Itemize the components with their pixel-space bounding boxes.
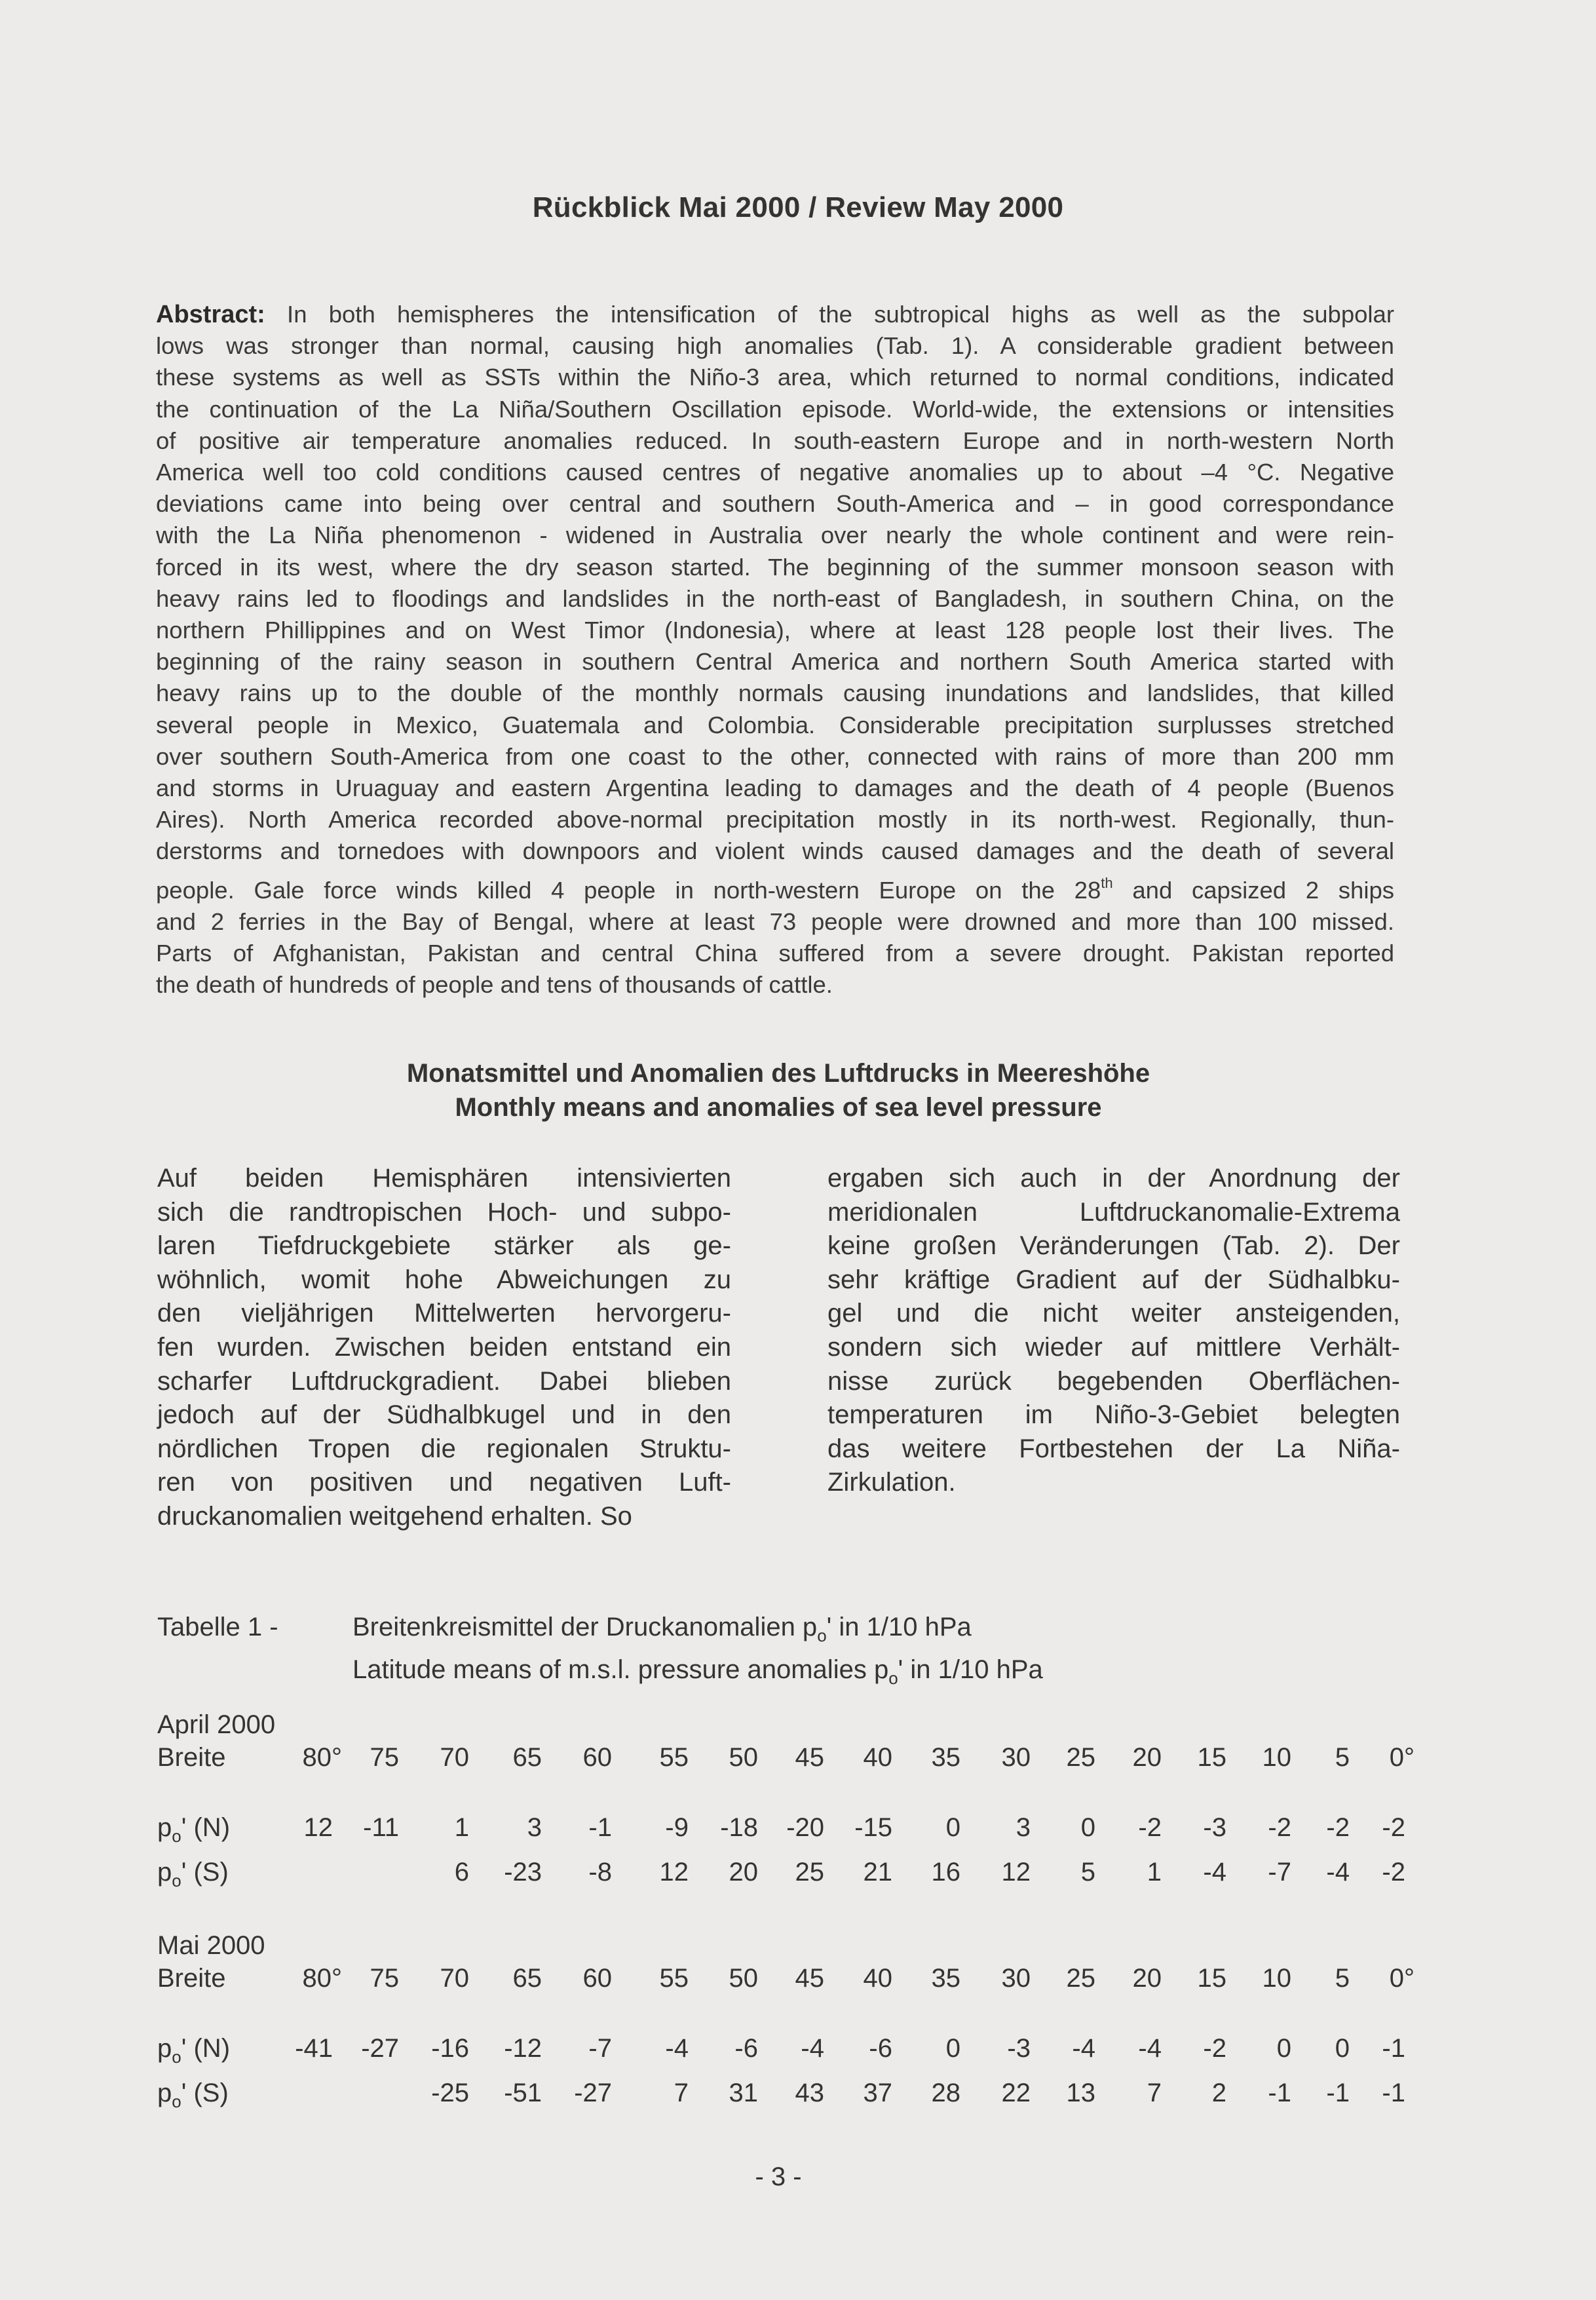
p-symbol: p <box>157 2079 172 2107</box>
abstract-line <box>156 299 1394 330</box>
abstract-line-text: deviations came into being over central and southern South-America and – in good correspondance <box>156 490 1394 518</box>
latitude-header: 70 <box>440 1964 469 1993</box>
body-line: scharfer Luftdruckgradient. Dabei blieben <box>157 1366 731 1396</box>
table-cell: -11 <box>363 1813 399 1842</box>
body-line: Zirkulation. <box>827 1468 956 1497</box>
table-cell: 31 <box>729 2079 758 2107</box>
table-cell: -2 <box>1138 1813 1162 1842</box>
abstract-line <box>156 362 1394 393</box>
table-caption-de <box>352 1610 1043 1653</box>
abstract-line <box>156 804 1394 835</box>
abstract-line-text: and 2 ferries in the Bay of Bengal, where at least 73 people were drowned and more than 100 missed. <box>156 908 1394 935</box>
latitude-header: 50 <box>729 1964 758 1993</box>
table-cell: 12 <box>659 1858 689 1887</box>
table-caption-label: Tabelle 1 - <box>157 1613 278 1641</box>
section-heading-en: Monthly means and anomalies of sea level pressure <box>455 1093 1102 1122</box>
latitude-header: 20 <box>1132 1743 1162 1772</box>
abstract-line-text: northern Phillippines and on West Timor (Indonesia), where at least 128 people lost their lives. The <box>156 617 1394 644</box>
table-cell: 12 <box>1001 1858 1031 1887</box>
table-cell: 7 <box>1147 2079 1162 2107</box>
abstract-line <box>156 520 1394 551</box>
latitude-header: 65 <box>512 1964 542 1993</box>
p-subscript: o <box>172 2047 181 2067</box>
abstract-line <box>156 488 1394 520</box>
table-caption <box>352 1610 1043 1695</box>
abstract-line-text: Parts of Afghanistan, Pakistan and central China suffered from a severe drought. Pakistan reported <box>156 940 1394 967</box>
table-cell: 0 <box>1080 1813 1095 1842</box>
abstract-line <box>156 938 1394 969</box>
table-cell: -51 <box>504 2079 542 2107</box>
latitude-header: 65 <box>512 1743 542 1772</box>
p-subscript: o <box>172 1826 181 1846</box>
abstract-line-text: beginning of the rainy season in southern Central America and northern South America started with <box>156 648 1394 676</box>
p-prime: ' <box>181 2079 187 2107</box>
abstract-line <box>156 583 1394 615</box>
abstract <box>156 299 1394 1001</box>
table-cell: -2 <box>1382 1813 1405 1842</box>
table-cell: 0 <box>945 1813 960 1842</box>
latitude-header: 75 <box>370 1964 399 1993</box>
latitude-header: 70 <box>440 1743 469 1772</box>
body-line: ren von positiven und negativen Luft- <box>157 1468 731 1497</box>
table-cell: 3 <box>1016 1813 1031 1842</box>
body-line: Auf beiden Hemisphären intensivierten <box>157 1164 731 1193</box>
abstract-line-text: forced in its west, where the dry season started. The beginning of the summer monsoon season with <box>156 553 1394 581</box>
abstract-line-text: lows was stronger than normal, causing high anomalies (Tab. 1). A considerable gradient between <box>156 332 1394 360</box>
abstract-line-text: several people in Mexico, Guatemala and Colombia. Considerable precipitation surplusses stretched <box>156 711 1394 738</box>
page-title: Rückblick Mai 2000 / Review May 2000 <box>532 191 1064 223</box>
body-line: wöhnlich, womit hohe Abweichungen zu <box>157 1265 731 1294</box>
table-cell: -1 <box>1382 2079 1405 2107</box>
table-cell: -3 <box>1203 1813 1226 1842</box>
latitude-header: 50 <box>729 1743 758 1772</box>
body-line: temperaturen im Niño-3-Gebiet belegten <box>827 1400 1400 1430</box>
body-line: das weitere Fortbestehen der La Niña- <box>827 1434 1400 1463</box>
body-line: meridionalen Luftdruckanomalie-Extrema <box>827 1197 1400 1227</box>
abstract-line <box>156 615 1394 646</box>
table-cell: 13 <box>1066 2079 1095 2107</box>
latitude-header: 5 <box>1335 1743 1350 1772</box>
table-row-label-south <box>157 2079 229 2112</box>
abstract-line <box>156 835 1394 867</box>
abstract-line <box>156 678 1394 709</box>
table-row-label-south <box>157 1858 229 1891</box>
abstract-line-text: derstorms and tornedoes with downpoors and violent winds caused damages and the death of several <box>156 837 1394 865</box>
p-subscript: o <box>172 2092 181 2111</box>
table-cell: 28 <box>931 2079 960 2107</box>
table-cell: -6 <box>734 2034 758 2063</box>
hemisphere-label: (N) <box>193 1813 231 1842</box>
abstract-line-text: Aires). North America recorded above-normal precipitation mostly in its north-west. Regionally, thun- <box>156 806 1394 834</box>
table-cell: 43 <box>795 2079 824 2107</box>
table-cell: -4 <box>801 2034 824 2063</box>
table-cell: -1 <box>1326 2079 1350 2107</box>
abstract-line-text: over southern South-America from one coast to the other, connected with rains of more than 200 mm <box>156 742 1394 770</box>
table-cell: 6 <box>454 1858 469 1887</box>
table-cell: -27 <box>574 2079 612 2107</box>
abstract-line <box>156 457 1394 488</box>
table-cell: 2 <box>1211 2079 1226 2107</box>
abstract-line <box>156 330 1394 362</box>
table-cell: 3 <box>527 1813 542 1842</box>
table-row-label-breite: Breite <box>157 1743 226 1772</box>
latitude-header: 10 <box>1262 1743 1291 1772</box>
table-cell: -1 <box>588 1813 612 1842</box>
latitude-header: 45 <box>795 1964 824 1993</box>
table-cell: -2 <box>1382 1858 1405 1887</box>
p-subscript: o <box>172 1871 181 1890</box>
latitude-header: 15 <box>1197 1964 1226 1993</box>
latitude-header: 20 <box>1132 1964 1162 1993</box>
latitude-header: 75 <box>370 1743 399 1772</box>
table-cell: 25 <box>795 1858 824 1887</box>
table-cell: -4 <box>1072 2034 1095 2063</box>
caption-en-text: Latitude means of m.s.l. pressure anomalies p <box>352 1655 889 1684</box>
p-symbol: p <box>157 2034 172 2063</box>
body-line: sondern sich wieder auf mittlere Verhält- <box>827 1332 1400 1362</box>
p-symbol: p <box>157 1858 172 1887</box>
latitude-header: 35 <box>931 1964 960 1993</box>
table-cell: 20 <box>729 1858 758 1887</box>
body-line: den vieljährigen Mittelwerten hervorgeru- <box>157 1299 731 1328</box>
body-line: jedoch auf der Südhalbkugel und in den <box>157 1400 731 1430</box>
abstract-line-text: these systems as well as SSTs within the Niño-3 area, which returned to normal conditions, indicated <box>156 364 1394 391</box>
table-cell: 21 <box>863 1858 892 1887</box>
latitude-header: 35 <box>931 1743 960 1772</box>
body-line: ergaben sich auch in der Anordnung der <box>827 1164 1400 1193</box>
table-cell: 0 <box>945 2034 960 2063</box>
table-row-label-breite: Breite <box>157 1964 226 1993</box>
body-line: nisse zurück begebenden Oberflächen- <box>827 1366 1400 1396</box>
latitude-header: 5 <box>1335 1964 1350 1993</box>
table-cell: -4 <box>1138 2034 1162 2063</box>
latitude-header: 55 <box>659 1964 689 1993</box>
latitude-header: 0° <box>1389 1743 1415 1772</box>
table-cell: -2 <box>1326 1813 1350 1842</box>
caption-de-text: Breitenkreismittel der Druckanomalien p <box>352 1613 818 1641</box>
body-line: keine großen Veränderungen (Tab. 2). Der <box>827 1231 1400 1261</box>
abstract-line-text: heavy rains up to the double of the monthly normals causing inundations and landslides, that killed <box>156 680 1394 707</box>
abstract-line <box>156 552 1394 583</box>
abstract-line <box>156 394 1394 425</box>
latitude-header: 80° <box>302 1964 342 1993</box>
body-line: laren Tiefdruckgebiete stärker als ge- <box>157 1231 731 1261</box>
table-month: Mai 2000 <box>157 1931 265 1960</box>
table-cell: -3 <box>1007 2034 1031 2063</box>
table-cell: -25 <box>431 2079 469 2107</box>
abstract-line-text: the death of hundreds of people and tens of thousands of cattle. <box>156 971 833 999</box>
abstract-line <box>156 425 1394 457</box>
abstract-line-text: people. Gale force winds killed 4 people in north-western Europe on the 28 <box>156 876 1101 904</box>
superscript: th <box>1101 874 1113 891</box>
p-symbol: p <box>157 1813 172 1842</box>
hemisphere-label: (S) <box>193 1858 229 1887</box>
latitude-header: 55 <box>659 1743 689 1772</box>
table-cell: 0 <box>1276 2034 1291 2063</box>
abstract-line-text: and storms in Uruaguay and eastern Argentina leading to damages and the death of 4 people (Buenos <box>156 775 1394 802</box>
latitude-header: 40 <box>863 1743 892 1772</box>
abstract-line <box>156 868 1394 906</box>
table-cell: -2 <box>1203 2034 1226 2063</box>
abstract-line <box>156 741 1394 773</box>
table-cell: 12 <box>303 1813 333 1842</box>
table-cell: 1 <box>1147 1858 1162 1887</box>
latitude-header: 0° <box>1389 1964 1415 1993</box>
p-prime: ' <box>181 1858 187 1887</box>
latitude-header: 60 <box>582 1964 612 1993</box>
table-cell: -12 <box>504 2034 542 2063</box>
table-cell: 7 <box>674 2079 689 2107</box>
caption-de-unit: ' in 1/10 hPa <box>826 1613 972 1641</box>
table-row-label-north <box>157 2034 230 2067</box>
caption-en-subscript: o <box>888 1668 898 1688</box>
table-month: April 2000 <box>157 1710 276 1739</box>
abstract-line-text: with the La Niña phenomenon - widened in Australia over nearly the whole continent and were rein- <box>156 522 1394 549</box>
latitude-header: 10 <box>1262 1964 1291 1993</box>
page-number: - 3 - <box>755 2162 802 2191</box>
abstract-line-text: America well too cold conditions caused centres of negative anomalies up to about –4 °C. Negative <box>156 459 1394 486</box>
latitude-header: 40 <box>863 1964 892 1993</box>
table-cell: -1 <box>1382 2034 1405 2063</box>
table-cell: 1 <box>454 1813 469 1842</box>
table-cell: -9 <box>665 1813 689 1842</box>
body-line: gel und die nicht weiter ansteigenden, <box>827 1299 1400 1328</box>
table-cell: 5 <box>1080 1858 1095 1887</box>
table-cell: -23 <box>504 1858 542 1887</box>
abstract-line <box>156 646 1394 678</box>
abstract-line-text: heavy rains led to floodings and landslides in the north-east of Bangladesh, in southern China, on the <box>156 585 1394 612</box>
table-cell: 16 <box>931 1858 960 1887</box>
latitude-header: 60 <box>582 1743 612 1772</box>
abstract-line-text: In both hemispheres the intensification of the subtropical highs as well as the subpolar <box>287 301 1394 328</box>
abstract-label: Abstract: <box>156 301 265 328</box>
latitude-header: 30 <box>1001 1743 1031 1772</box>
abstract-line <box>156 906 1394 938</box>
abstract-line-text: the continuation of the La Niña/Southern Oscillation episode. World-wide, the extensions or intensities <box>156 395 1394 423</box>
table-cell: -4 <box>1326 1858 1350 1887</box>
body-line: nördlichen Tropen die regionalen Struktu- <box>157 1434 731 1463</box>
table-cell: -4 <box>665 2034 689 2063</box>
latitude-header: 15 <box>1197 1743 1226 1772</box>
latitude-header: 25 <box>1066 1743 1095 1772</box>
abstract-line <box>156 710 1394 741</box>
table-caption-en <box>352 1653 1043 1695</box>
body-line: sich die randtropischen Hoch- und subpo- <box>157 1197 731 1227</box>
p-prime: ' <box>181 1813 187 1842</box>
table-cell: -15 <box>854 1813 892 1842</box>
latitude-header: 30 <box>1001 1964 1031 1993</box>
hemisphere-label: (S) <box>193 2079 229 2107</box>
table-cell: -18 <box>720 1813 758 1842</box>
body-line: fen wurden. Zwischen beiden entstand ein <box>157 1332 731 1362</box>
table-cell: 22 <box>1001 2079 1031 2107</box>
table-cell: -41 <box>295 2034 333 2063</box>
table-cell: 37 <box>863 2079 892 2107</box>
table-cell: -6 <box>869 2034 892 2063</box>
hemisphere-label: (N) <box>193 2034 231 2063</box>
body-line: druckanomalien weitgehend erhalten. So <box>157 1501 632 1531</box>
body-column-right <box>827 1162 1400 1500</box>
table-cell: -16 <box>431 2034 469 2063</box>
section-heading <box>0 1056 1557 1124</box>
caption-en-unit: ' in 1/10 hPa <box>898 1655 1043 1684</box>
abstract-line <box>156 969 1394 1001</box>
table-cell: 0 <box>1335 2034 1350 2063</box>
abstract-line-text: and capsized 2 ships <box>1112 876 1394 904</box>
latitude-header: 45 <box>795 1743 824 1772</box>
caption-de-subscript: o <box>817 1626 827 1645</box>
body-column-left <box>157 1162 731 1534</box>
table-cell: -27 <box>361 2034 399 2063</box>
latitude-header: 80° <box>302 1743 342 1772</box>
body-line: sehr kräftige Gradient auf der Südhalbku- <box>827 1265 1400 1294</box>
table-cell: -8 <box>588 1858 612 1887</box>
latitude-header: 25 <box>1066 1964 1095 1993</box>
table-cell: -2 <box>1268 1813 1291 1842</box>
section-heading-de: Monatsmittel und Anomalien des Luftdrucks in Meereshöhe <box>406 1059 1150 1088</box>
abstract-line <box>156 773 1394 804</box>
abstract-line-text: of positive air temperature anomalies reduced. In south-eastern Europe and in north-western North <box>156 427 1394 454</box>
table-cell: -7 <box>1268 1858 1291 1887</box>
table-cell: -7 <box>588 2034 612 2063</box>
table-cell: -20 <box>786 1813 824 1842</box>
p-prime: ' <box>181 2034 187 2063</box>
table-cell: -4 <box>1203 1858 1226 1887</box>
table-row-label-north <box>157 1813 230 1847</box>
table-cell: -1 <box>1268 2079 1291 2107</box>
